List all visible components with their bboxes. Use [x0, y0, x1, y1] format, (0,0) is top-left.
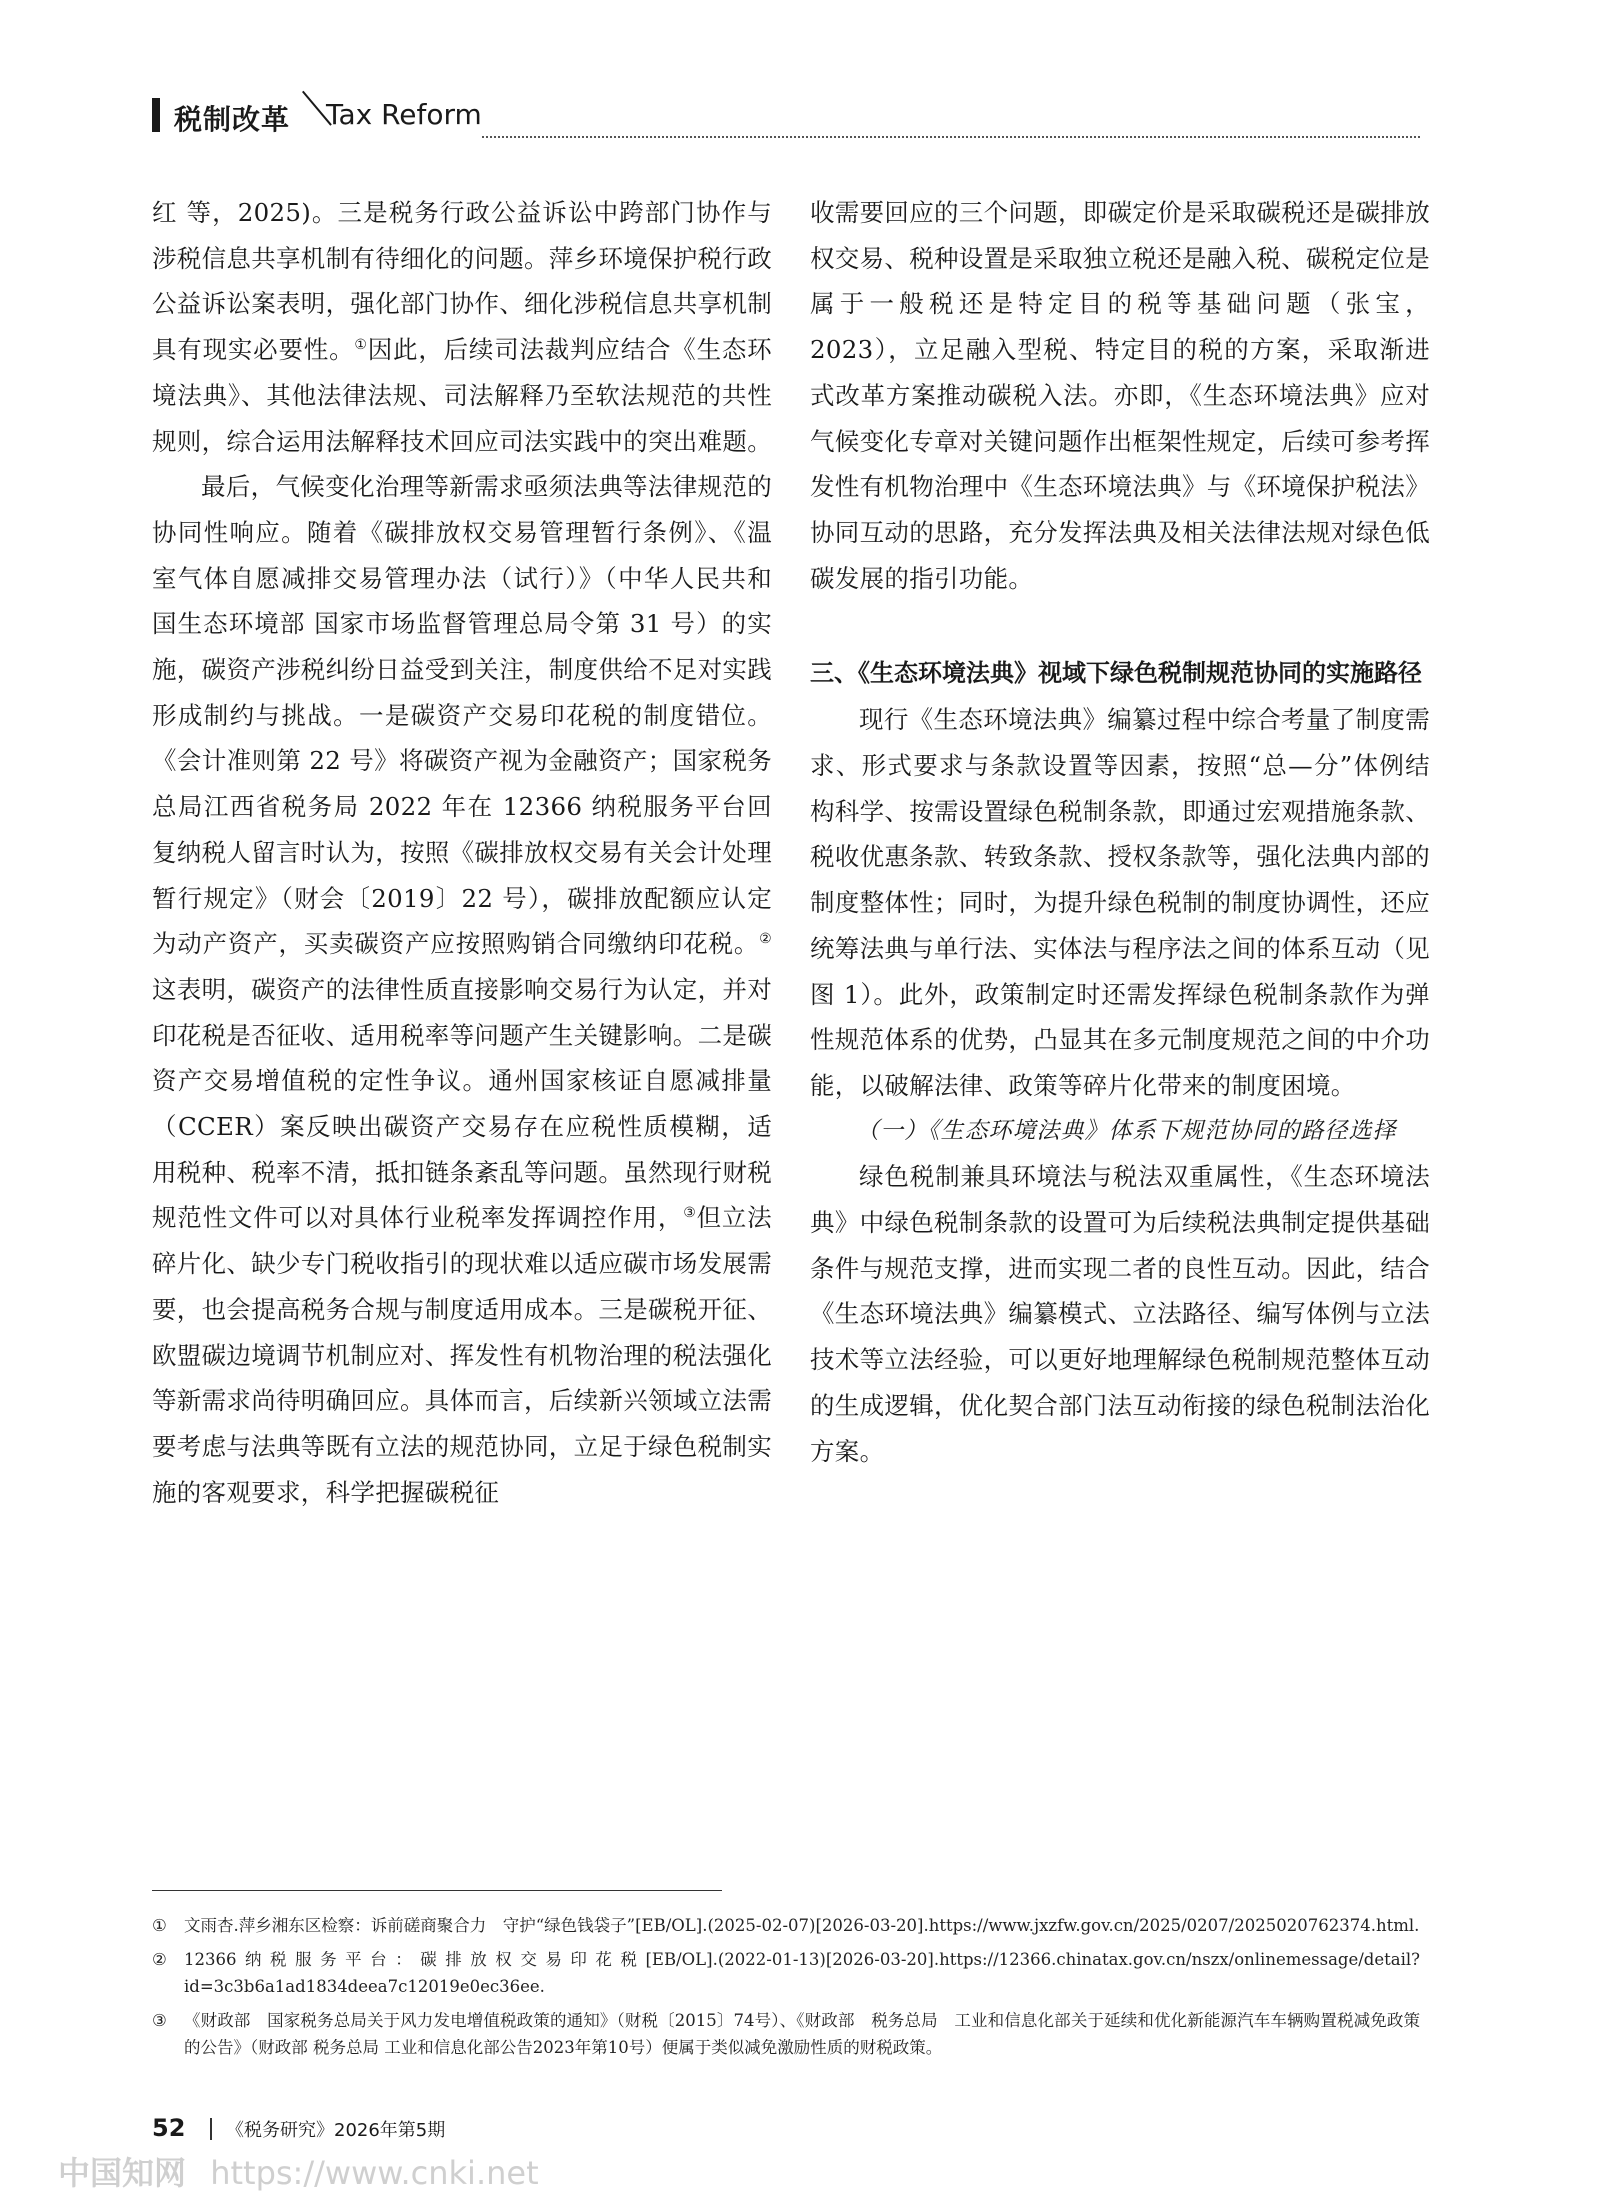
subsection-heading: （一）《生态环境法典》体系下规范协同的路径选择: [856, 1117, 1397, 1144]
footnote-2: [152, 1946, 1420, 2001]
spacer: [810, 601, 1430, 649]
paragraph: 现行《生态环境法典》编纂过程中综合考量了制度需求、形式要求与条款设置等因素，按照“总—分”体例结构科学、按需设置绿色税制条款，即通过宏观措施条款、税收优惠条款、转致条款、授权条款等，强化法典内部的制度整体性；同时，为提升绿色税制的制度协调性，还应统筹法典与单行法、实体法与程序法之间的体系互动（见图 1）。此外，政策制定时还需发挥绿色税制条款作为弹性规范体系的优势，凸显其在多元制度规范之间的中介功能，以破解法律、政策等碎片化带来的制度困境。: [810, 705, 1430, 1100]
section-heading: 三、《生态环境法典》视域下绿色税制规范协同的实施路径: [810, 659, 1422, 688]
page-number: 52: [152, 2114, 186, 2142]
text-run: 这表明，碳资产的法律性质直接影响交易行为认定，并对印花税是否征收、适用税率等问题产生关键影响。二是碳资产交易增值税的定性争议。通州国家核证自愿减排量（CCER）案反映出碳资产交易存在应税性质模糊，适用税种、税率不清，抵扣链条紊乱等问题。虽然现行财税规范性文件可以对具体行业税率发挥调控作用，: [152, 974, 772, 1233]
footnotes: [152, 1912, 1420, 2068]
footnote-mark: ③: [152, 2010, 167, 2030]
header-bar-mark: [152, 98, 160, 132]
cnki-watermark: [58, 2148, 539, 2194]
text-run: 红 等，2025)。三是税务行政公益诉讼中跨部门协作与涉税信息共享机制有待细化的问题。萍乡环境保护税行政公益诉讼案表明，强化部门协作、细化涉税信息共享机制具有现实必要性。: [152, 198, 772, 365]
right-column: [810, 190, 1430, 1474]
watermark-url: https://www.cnki.net: [210, 2154, 539, 2192]
footnote-text: 文雨杏.萍乡湘东区检察：诉前磋商聚合力 守护“绿色钱袋子”[EB/OL].(2025-02-07)[2026-03-20].https://www.jxzfw.gov.cn/2025/0207/2025020762374.html.: [184, 1916, 1420, 1935]
paragraph: 绿色税制兼具环境法与税法双重属性，《生态环境法典》中绿色税制条款的设置可为后续税法典制定提供基础条件与规范支撑，进而实现二者的良性互动。因此，结合《生态环境法典》编纂模式、立法路径、编写体例与立法技术等立法经验，可以更好地理解绿色税制规范整体互动的生成逻辑，优化契合部门法互动衔接的绿色税制法治化方案。: [810, 1162, 1430, 1466]
footnote-divider: [152, 1890, 722, 1891]
text-run: 但立法碎片化、缺少专门税收指引的现状难以适应碳市场发展需要，也会提高税务合规与制度适用成本。三是碳税开征、欧盟碳边境调节机制应对、挥发性有机物治理的税法强化等新需求尚待明确回应。具体而言，后续新兴领域立法需要考虑与法典等既有立法的规范协同，立足于绿色税制实施的客观要求，科学把握碳税征: [152, 1203, 772, 1507]
footnote-mark: ②: [152, 1949, 167, 1969]
footnote-3: [152, 2007, 1420, 2062]
footnote-text: 12366纳税服务平台：碳排放权交易印花税[EB/OL].(2022-01-13)[2026-03-20].https://12366.chinatax.gov.cn/nszx/onlinemessage/detail?id=3c3b6a1ad1834deea7c12019e0ec36ee.: [184, 1949, 1420, 1996]
paragraph: [152, 464, 772, 1515]
footnote-ref[interactable]: ②: [759, 931, 772, 948]
header-dotted-rule: [482, 136, 1420, 138]
footer-divider: [210, 2118, 212, 2140]
paragraph: [152, 190, 772, 464]
section-name-en: Tax Reform: [326, 98, 482, 131]
footnote-mark: ①: [152, 1916, 167, 1935]
text-run: 因此，后续司法裁判应结合《生态环境法典》、其他法律法规、司法解释乃至软法规范的共性规则，综合运用法解释技术回应司法实践中的突出难题。: [152, 335, 772, 456]
footnote-ref[interactable]: ①: [354, 336, 368, 353]
paragraph: 收需要回应的三个问题，即碳定价是采取碳税还是碳排放权交易、税种设置是采取独立税还是融入税、碳税定位是属于一般税还是特定目的税等基础问题（张宝，2023），立足融入型税、特定目的税的方案，采取渐进式改革方案推动碳税入法。亦即，《生态环境法典》应对气候变化专章对关键问题作出框架性规定，后续可参考挥发性有机物治理中《生态环境法典》与《环境保护税法》协同互动的思路，充分发挥法典及相关法律法规对绿色低碳发展的指引功能。: [810, 198, 1430, 593]
journal-citation: 《税务研究》2026年第5期: [226, 2120, 446, 2141]
left-column: [152, 190, 772, 1515]
footnote-text: 《财政部 国家税务总局关于风力发电增值税政策的通知》（财税〔2015〕74号）、《财政部 税务总局 工业和信息化部关于延续和优化新能源汽车车辆购置税减免政策的公告》（财政部 税务总局 工业和信息化部公告2023年第10号）便属于类似减免激励性质的财税政策。: [184, 2010, 1420, 2057]
watermark-brand: 中国知网: [58, 2154, 187, 2192]
section-name-cn: 税制改革: [174, 103, 291, 136]
footnote-1: [152, 1912, 1420, 1940]
page-footer: [152, 2114, 952, 2144]
footnote-ref[interactable]: ③: [683, 1205, 697, 1222]
running-header: [152, 92, 1420, 138]
text-run: 最后，气候变化治理等新需求亟须法典等法律规范的协同性响应。随着《碳排放权交易管理暂行条例》、《温室气体自愿减排交易管理办法（试行）》（中华人民共和国生态环境部 国家市场监督管理总局令第 31 号）的实施，碳资产涉税纠纷日益受到关注，制度供给不足对实践形成制约与挑战。一是碳资产交易印花税的制度错位。《会计准则第 22 号》将碳资产视为金融资产；国家税务总局江西省税务局 2022 年在 12366 纳税服务平台回复纳税人留言时认为，按照《碳排放权交易有关会计处理暂行规定》（财会〔2019〕22 号），碳排放配额应认定为动产资产，买卖碳资产应按照购销合同缴纳印花税。: [152, 472, 772, 959]
